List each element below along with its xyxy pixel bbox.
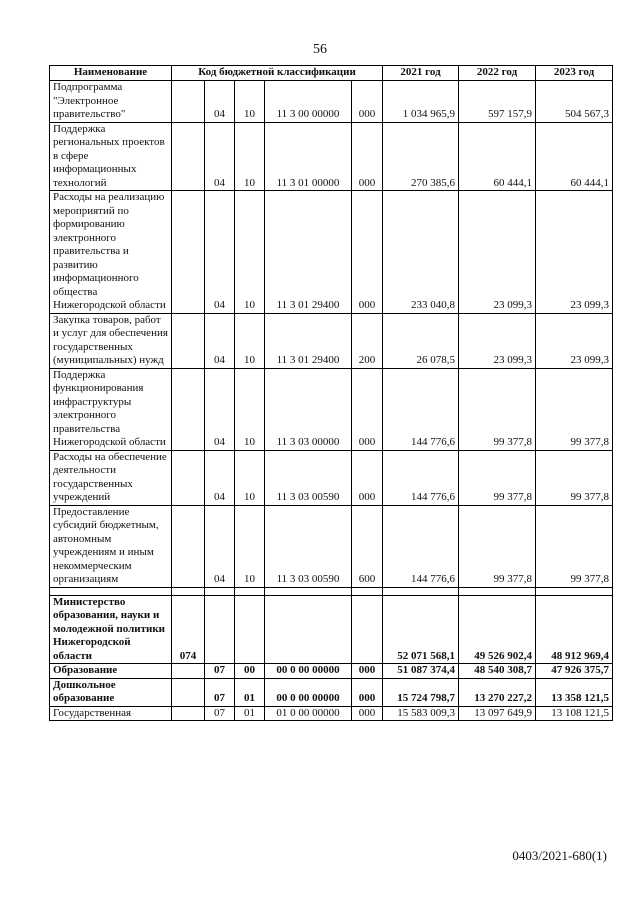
empty-cell — [265, 587, 352, 595]
row-section-code: 04 — [205, 81, 235, 123]
row-subsection-code: 10 — [235, 81, 265, 123]
row-target-code: 01 0 00 00000 — [265, 706, 352, 721]
row-subsection-code: 10 — [235, 450, 265, 505]
empty-cell — [459, 587, 536, 595]
table-row — [50, 595, 613, 664]
row-ved-code: 074 — [172, 595, 205, 664]
row-value-2021: 144 776,6 — [383, 368, 459, 450]
row-subsection-code: 10 — [235, 122, 265, 191]
row-value-2023: 23 099,3 — [536, 191, 613, 314]
header-code: Код бюджетной классификации — [172, 66, 383, 81]
row-ved-code — [172, 450, 205, 505]
row-value-2023: 504 567,3 — [536, 81, 613, 123]
row-expense-type-code: 000 — [352, 191, 383, 314]
row-ved-code — [172, 122, 205, 191]
budget-table — [49, 65, 613, 721]
row-expense-type-code: 600 — [352, 505, 383, 587]
row-ved-code — [172, 81, 205, 123]
row-value-2022: 60 444,1 — [459, 122, 536, 191]
row-subsection-code: 10 — [235, 368, 265, 450]
row-name: Образование — [50, 664, 172, 679]
row-ved-code — [172, 678, 205, 706]
row-value-2023: 13 358 121,5 — [536, 678, 613, 706]
row-value-2021: 52 071 568,1 — [383, 595, 459, 664]
row-value-2022: 99 377,8 — [459, 368, 536, 450]
row-target-code — [265, 595, 352, 664]
header-2021: 2021 год — [383, 66, 459, 81]
row-value-2022: 23 099,3 — [459, 191, 536, 314]
row-name: Поддержка региональных проектов в сфере информационных технологий — [50, 122, 172, 191]
row-value-2022: 48 540 308,7 — [459, 664, 536, 679]
row-expense-type-code: 000 — [352, 81, 383, 123]
row-subsection-code: 01 — [235, 706, 265, 721]
row-subsection-code — [235, 595, 265, 664]
row-section-code: 04 — [205, 191, 235, 314]
row-value-2021: 233 040,8 — [383, 191, 459, 314]
row-section-code: 07 — [205, 678, 235, 706]
row-subsection-code: 01 — [235, 678, 265, 706]
row-value-2022: 13 270 227,2 — [459, 678, 536, 706]
row-name: Расходы на обеспечение деятельности государственных учреждений — [50, 450, 172, 505]
header-name: Наименование — [50, 66, 172, 81]
table-row — [50, 122, 613, 191]
row-value-2022: 99 377,8 — [459, 505, 536, 587]
row-ved-code — [172, 505, 205, 587]
row-subsection-code: 10 — [235, 191, 265, 314]
empty-cell — [235, 587, 265, 595]
row-value-2023: 60 444,1 — [536, 122, 613, 191]
row-expense-type-code: 000 — [352, 368, 383, 450]
row-value-2022: 13 097 649,9 — [459, 706, 536, 721]
row-section-code: 04 — [205, 450, 235, 505]
row-expense-type-code: 000 — [352, 678, 383, 706]
row-value-2021: 51 087 374,4 — [383, 664, 459, 679]
row-subsection-code: 10 — [235, 505, 265, 587]
row-value-2023: 99 377,8 — [536, 505, 613, 587]
row-expense-type-code — [352, 595, 383, 664]
row-target-code: 11 3 03 00590 — [265, 505, 352, 587]
row-value-2022: 23 099,3 — [459, 313, 536, 368]
empty-cell — [352, 587, 383, 595]
row-target-code: 11 3 01 29400 — [265, 191, 352, 314]
row-ved-code — [172, 664, 205, 679]
row-name: Государственная — [50, 706, 172, 721]
row-value-2023: 99 377,8 — [536, 450, 613, 505]
row-name: Дошкольное образование — [50, 678, 172, 706]
row-value-2023: 48 912 969,4 — [536, 595, 613, 664]
row-expense-type-code: 000 — [352, 664, 383, 679]
row-value-2022: 597 157,9 — [459, 81, 536, 123]
row-value-2021: 270 385,6 — [383, 122, 459, 191]
empty-cell — [383, 587, 459, 595]
table-row — [50, 81, 613, 123]
header-2023: 2023 год — [536, 66, 613, 81]
table-body — [50, 81, 613, 721]
row-target-code: 11 3 03 00000 — [265, 368, 352, 450]
row-target-code: 11 3 01 29400 — [265, 313, 352, 368]
row-ved-code — [172, 706, 205, 721]
row-target-code: 11 3 01 00000 — [265, 122, 352, 191]
row-value-2021: 15 583 009,3 — [383, 706, 459, 721]
row-expense-type-code: 200 — [352, 313, 383, 368]
empty-cell — [536, 587, 613, 595]
table-row — [50, 678, 613, 706]
row-value-2023: 13 108 121,5 — [536, 706, 613, 721]
row-value-2022: 99 377,8 — [459, 450, 536, 505]
table-row — [50, 313, 613, 368]
row-value-2021: 1 034 965,9 — [383, 81, 459, 123]
row-section-code: 07 — [205, 706, 235, 721]
table-row — [50, 191, 613, 314]
empty-cell — [205, 587, 235, 595]
row-expense-type-code: 000 — [352, 706, 383, 721]
table-row — [50, 505, 613, 587]
empty-cell — [172, 587, 205, 595]
row-target-code: 00 0 00 00000 — [265, 678, 352, 706]
row-name: Расходы на реализацию мероприятий по формированию электронного правительства и развитию информационного общества Нижегородской области — [50, 191, 172, 314]
row-expense-type-code: 000 — [352, 450, 383, 505]
row-value-2023: 99 377,8 — [536, 368, 613, 450]
row-section-code: 04 — [205, 313, 235, 368]
document-code: 0403/2021-680(1) — [512, 848, 607, 863]
row-subsection-code: 00 — [235, 664, 265, 679]
row-name: Министерство образования, науки и молодежной политики Нижегородской области — [50, 595, 172, 664]
row-name: Подпрограмма "Электронное правительство" — [50, 81, 172, 123]
row-target-code: 00 0 00 00000 — [265, 664, 352, 679]
row-value-2023: 47 926 375,7 — [536, 664, 613, 679]
header-2022: 2022 год — [459, 66, 536, 81]
table-row — [50, 450, 613, 505]
table-row — [50, 706, 613, 721]
row-target-code: 11 3 03 00590 — [265, 450, 352, 505]
row-target-code: 11 3 00 00000 — [265, 81, 352, 123]
row-section-code: 07 — [205, 664, 235, 679]
row-value-2023: 23 099,3 — [536, 313, 613, 368]
row-value-2021: 15 724 798,7 — [383, 678, 459, 706]
table-header-row — [50, 66, 613, 81]
row-value-2021: 144 776,6 — [383, 450, 459, 505]
table-row — [50, 368, 613, 450]
row-expense-type-code: 000 — [352, 122, 383, 191]
row-ved-code — [172, 368, 205, 450]
row-name: Предоставление субсидий бюджетным, автономным учреждениям и иным некоммерческим организациям — [50, 505, 172, 587]
row-name: Поддержка функционирования инфраструктуры электронного правительства Нижегородской области — [50, 368, 172, 450]
page-number: 56 — [313, 42, 327, 57]
row-value-2022: 49 526 902,4 — [459, 595, 536, 664]
spacer-row — [50, 587, 613, 595]
row-value-2021: 144 776,6 — [383, 505, 459, 587]
row-value-2021: 26 078,5 — [383, 313, 459, 368]
row-ved-code — [172, 191, 205, 314]
row-ved-code — [172, 313, 205, 368]
empty-cell — [50, 587, 172, 595]
row-section-code: 04 — [205, 505, 235, 587]
row-section-code: 04 — [205, 122, 235, 191]
row-name: Закупка товаров, работ и услуг для обеспечения государственных (муниципальных) нужд — [50, 313, 172, 368]
table-row — [50, 664, 613, 679]
row-subsection-code: 10 — [235, 313, 265, 368]
row-section-code — [205, 595, 235, 664]
row-section-code: 04 — [205, 368, 235, 450]
